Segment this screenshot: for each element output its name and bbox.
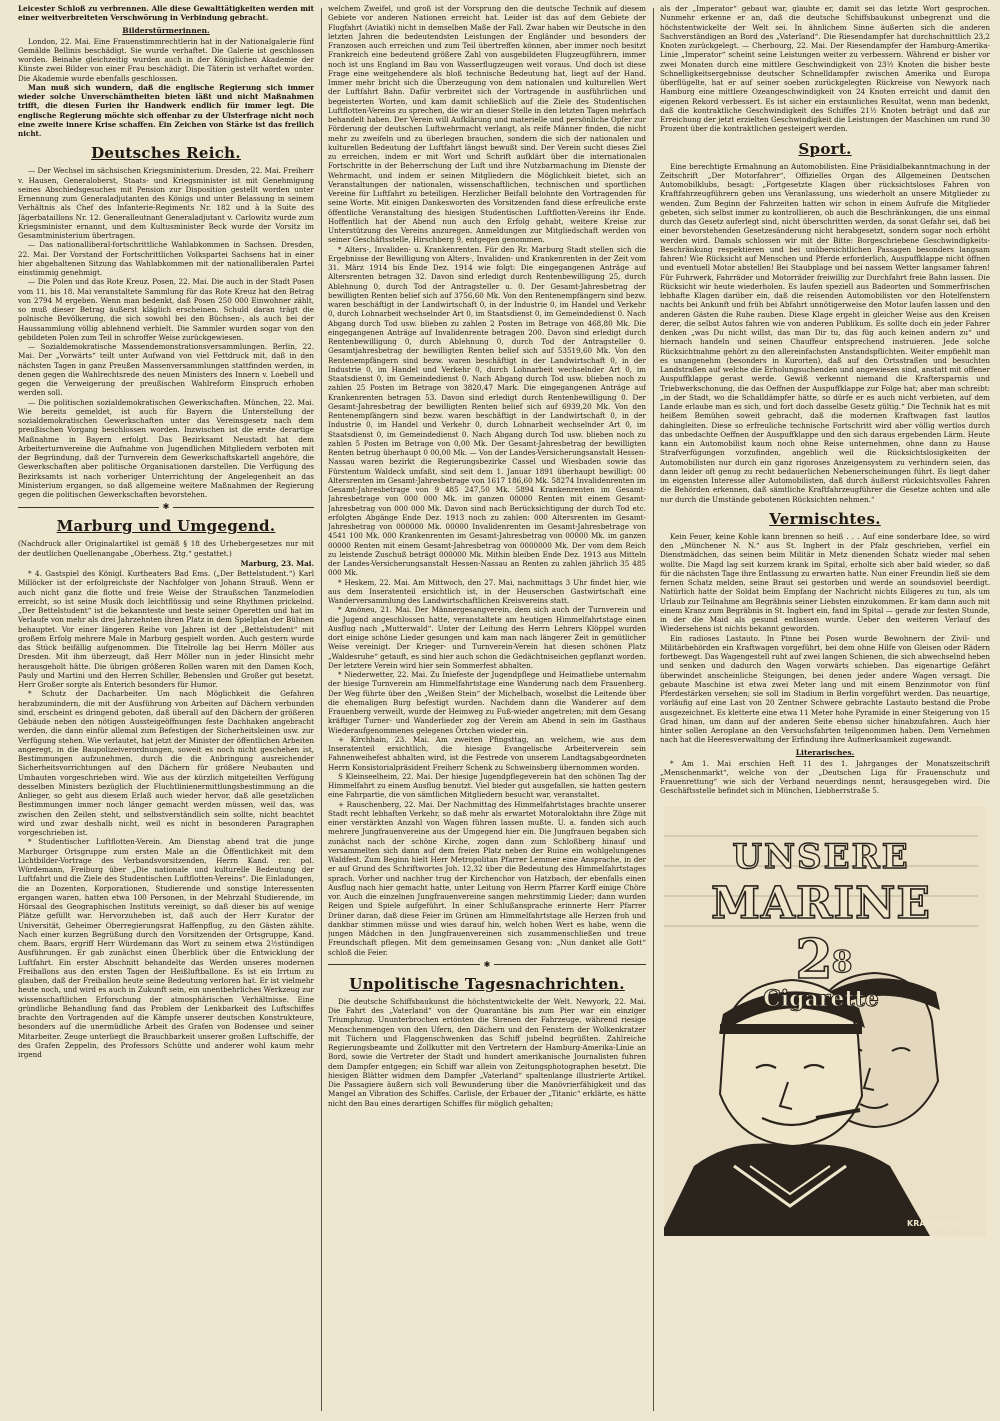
col3-paragraph-1: als der „Imperator“ gebaut war, glaubte er, damit sei das letzte Wort gesprochen. Nunmehr erkenne er an, daß die deutsche Schiffsbaukunst unbegrenzt und die höchstentwickelte der Welt sei. In ähnlichem Sinne äußerten sich die anderen Sachverständigen an Bord des „Vaterland“. Die Riesendampfer hat durchschnittlich 23,2 Knoten zurückgelegt. — Cherbourg, 22. Mai. Der Riesendampfer der Hamburg-Amerika-Linie „Imperator“ scheint seine Leistungen weiter zu verbessern. Während er bisher vor zwei Monaten durch eine mittlere Geschwindigkeit von 23½ Knoten die bisher beste Schnelligkeitsergebnisse deutscher Schnelldampfer zwischen Amerika und Europa überflügelte, hat er auf seiner soeben zurückgelegten Rückreise von Newyork nach Hamburg eine mittlere Ozeangeschwindigkeit von 24 Knoten erreicht und damit den eigenen Rekord verbessert. Es ist sicher ein erstaunliches Resultat, wenn man bedenkt, daß die kontraktliche Geschwindigkeit des Schiffes 21½ Knoten beträgt und daß zur Erreichung der jetzt erzielten Geschwindigkeit die Leistungen der Maschinen um rund 30 Prozent über die kontraktlichen gesteigert werden. bbox=[660, 4, 990, 134]
intro-paragraph: Leicester Schloß zu verbrennen. Alle diese Gewalttätigkeiten werden mit einer weitverbreiteten Verschwörung in Verbindung gebracht. bbox=[18, 4, 314, 23]
sport-heading: Sport. bbox=[798, 139, 852, 158]
ad-product: Cigarette bbox=[763, 985, 879, 1012]
ad-line-1: UNSERE bbox=[732, 836, 910, 877]
ad-price-fraction: 8 bbox=[831, 944, 853, 980]
ad-line-2: MARINE bbox=[711, 877, 931, 929]
bilder-paragraph-1: London, 22. Mai. Eine Frauenstimmrechtlerin hat in der Nationalgalerie fünf Gemälde Bellinis beschädigt. Sie wurde verhaftet. Die Galerie ist geschlossen worden. Beinahe gleichzeitig wurden auch in der Königlichen Akademie der Künste zwei Bilder von einer Frau beschädigt. Die Täterin ist verhaftet worden. Die Akademie wurde ebenfalls geschlossen. bbox=[18, 36, 314, 83]
literarisches-paragraph: * Am 1. Mai erschien Heft 11 des 1. Jahrganges der Monatszeitschrift „Menschenmarkt“, welche von der „Deutschen Liga für Frauenschutz und Frauenrettung“ wie sich der Verband neuerdings nennt, herausgegeben wird. Die Geschäftsstelle befindet sich in München, Liebherrstraße 5. bbox=[660, 758, 990, 796]
star-ornament-icon: ✱ bbox=[162, 502, 170, 512]
reich-paragraph-1: — Der Wechsel im sächsischen Kriegsministerium. Dresden, 22. Mai. Freiherr v. Hausen, Generaloberst, Staats- und Kriegsminister ist mit Genehmigung seines Abschiedsgesuches mit Pension zur Disposition gestellt worden unter Ernennung zum Generaladjutanten des Königs und unter Belassung in seinem Verhältnis als Chef des Infanterie-Regiments Nr. 182 und à la Suite des Jägerbataillons Nr. 12. Generalleutnant Generaladjutant v. Carlowitz wurde zum Kriegsminister ernannt, und dem Kultusminister Beck wurde der Vorsitz im Gesamtministerium übertragen. bbox=[18, 166, 314, 240]
section-divider bbox=[18, 503, 314, 511]
col2-paragraph-8: + Rauschenberg, 22. Mai. Der Nachmittag des Himmelfahrtstages brachte unserer Stadt recht lebhaften Verkehr, so daß mehr als erwartet Motoraloktahn ihre Züge mit einer verstärkten Anzahl von Wagen führen lassen mußte. U. a. fanden sich auch mehrere Jungfrauenvereine aus der Umgegend hier ein. Die Jungfrauen begaben sich zunächst nach der schöne Kirche, zogen dann zum Schloßberg hinauf und versammelten sich dann auf dem freien Platz neben der Ruine ein wohlgelungenes Waldfest. Zum Beginn hielt Herr Metropolitan Pfarrer Lemmer eine Ansprache, in der er auf Grund des Schriftwortes Joh. 12,32 über die Bedeutung des Himmelfahrtstages sprach. Vorher und nachher trug der Kirchenchor von Hatzbach, der ebenfalls einen Ausflug nach hier gemacht hatte, unter Leitung von Herrn Pfarrer Korff einige Chöre vor. Auch die einzelnen Jungfrauenvereine sangen mehrstimmig Lieder; dann wurden Reigen und Spiele aufgeführt. In einer Schlußansprache erinnerte Herr Pfarrer Drüner daran, daß diese Feier im Grünen am Himmelfahrtstage alle Herzen froh und dankbar stimmen müsse und wies darauf hin, welch hohen Wert es habe, wenn die jungen Mädchen in den Jungfrauenvereinen sich zusammenschließen und treue Freundschaft pflegen. Mit dem gemeinsamen Gesang von: „Nun danket alle Gott“ schloß die Feier. bbox=[328, 799, 646, 957]
star-ornament-icon: ✱ bbox=[483, 959, 491, 969]
sailor-illustration-icon bbox=[664, 806, 978, 1236]
section-divider bbox=[328, 961, 646, 969]
col2-paragraph-4: * Amöneu, 21. Mai. Der Männergesangverein, dem sich auch der Turnverein und die Jugend angeschlossen hatte, veranstaltete am heutigen Himmelfahrtstage einen Ausflug nach „Mutterwald“. Unter der Leitung des Herrn Lehrers Klöppel wurden dort einige schöne Lieder gesungen und kam man nach längerer Zeit in gemütlicher Weise vereinigt. Der Krieger- und Turnverein-Verein hat diesen schönen Platz „Waldesruhe“ getauft, es sind hier auch schon die Gedächtniseichen gepflanzt worden. Der letztere Verein wird hier sein Sommerfest abhalten. bbox=[328, 605, 646, 670]
col2-paragraph-9: Die deutsche Schiffsbaukunst die höchstentwickelte der Welt. Newyork, 22. Mai. Die Fahrt des „Vaterland“ von der Quarantäne bis zum Pier war ein einziger Triumphzug. Ununterbrochen ertönten die Sirenen der Fahrzeuge, während riesige Menschenmengen von den Ufern, den Dächern und den Fenstern der Wolkenkratzer mit Tüchern und Flaggenschwenken das Schiff jubelnd begrüßten. Zahlreiche Regierungsbeamte und Zollkutter mit den Vertretern der Hamburg-Amerika-Linie an Bord, sowie die Vertreter der Stadt und hundert amerikanische Journalisten fuhren dem Dampfer entgegen; ein Schiff war allein von Zeitungsphotographen besetzt. Die hiesigen Blätter widmen dem Dampfer „Vaterland“ spaltenlange illustrierte Artikel. Die Passagiere äußern sich voll Bewunderung über die Manövrierfähigkeit und das Mangel an Vibration des Schiffes. Carlisle, der Erbauer der „Titanic“ erklärte, es hätte nicht den Bau eines derartigen Schiffes für möglich gehalten; bbox=[328, 996, 646, 1108]
col2-paragraph-1: welchem Zweifel, und groß ist der Vorsprung den die deutsche Technik auf diesem Gebiete vor anderen Nationen erreicht hat. Leider ist das auf dem Gebiete der Flugfahrt (Aviatik) nicht in demselben Maße der Fall. Zwar haben wir Deutsche in den letzten Jahren die bedeutendsten Leistungen der Engländer und besonders der Franzosen auch erreichen und zum Teil übertreffen können, aber immer noch besitzt Frankreich eine bedeutend größere Zahl von ausgebildeten Flugzeugführern, immer noch ist uns England im Bau von Wasserflugzeugen weit voraus. Und doch ist diese Frage eine weitgehendere als bloß technische Bedeutung hat, liegt auf der Hand. Immer mehr bricht sich die Überzeugung von dem nationalen und kulturellen Wert der Luftfahrt Bahn. Dafür verbreitet sich der Vortragende in ausführlichen und begeisterten Worten, und kam damit schließlich auf die Ziele des Studentischen Luftflotten-Vereins zu sprechen, die wir an dieser Stelle in den letzten Tagen mehrfach behandelt haben. Der Verein will Aufklärung und materielle und persönliche Opfer zur Förderung der deutschen Luftwehrmacht verlangt, als reife Männer finden, die nicht mehr zu zweifeln und zu überlegen brauchen, sondern die sich der nationalen und kulturellen Bedeutung der Luftfahrt längst bewußt sind. Der Verein sucht dieses Ziel zu erreichen, indem er mit Wort und Schrift aufklärt über die internationalen Fortschritte in der Beherrschung der Luft und ihre Nutzbarmachung im Dienste der Wehrmacht, und indem er seinen Mitgliedern die Möglichkeit bietet, sich an Veranstaltungen der nationalen, wissenschaftlichen, technischen und sportlichen Vereine für Luftfahrt zu beteiligen. Herzlicher Beifall belohnte den Vortragenden für seine Worte. Mit einigen Dankesworten des Vorsitzenden fand diese erfreuliche erste öffentliche Veranstaltung des hiesigen Studentischen Luftflotten-Vereins ihr Ende. Hoffentlich hat der Abend nun auch den Erfolg gehabt, weitere Kreise zur Unterstützung des Vereins anzuregen. Anmeldungen zur Mitgliedschaft werden von seiner Geschäftsstelle, Hirschberg 9, entgegen genommen. bbox=[328, 4, 646, 245]
reich-paragraph-3: — Die Polen und das Rote Kreuz. Posen, 22. Mai. Die auch in der Stadt Posen vom 11. bis 18. Mai veranstaltete Sammlung für das Rote Kreuz hat den Betrag von 2794 M ergeben. Wenn man bedenkt, daß Posen 250 000 Einwohner zählt, so muß dieser Betrag äußerst kläglich erscheinen. Schuld daran trägt die polnische Bevölkerung, die sich sowohl bei den Büchsen-, als auch bei der Haussammlung völlig ablehnend verhielt. Die Sammler wurden sogar von den gebildeten Polen zum Teil in schroffer Weise zurückgewiesen. bbox=[18, 277, 314, 342]
literarisches-subheading: Literarisches. bbox=[795, 747, 855, 757]
reich-paragraph-5: — Die politischen sozialdemokratischen Gewerkschaften. München, 22. Mai. Wie bereits gemeldet, ist auch für Bayern die Unterstellung der sozialdemokratischen Gewerkschaften unter das Vereinsgesetz nach dem preußischen Vorgang beschlossen worden. Inzwischen ist die erste derartige Maßnahme in Bayern erfolgt. Das Bezirksamt Neustadt hat dem Arbeiterturnvereine die Aufnahme von Jugendlichen Mitgliedern verboten mit der Begründung, daß der Turnverein dem Gewerkschaftskartell angehöre, die Gewerkschaften aber politische Organisationen darstellen. Die Verfügung des Bezirksamts ist nach vorheriger Unterrichtung der Angelegenheit an das Ministerium ergangen, so daß allgemeine weitere Maßnahmen der Regierung gegen die politischen Gewerkschaften bevorstehen. bbox=[18, 397, 314, 499]
marburg-paragraph-3: * Studentischer Luftflotten-Verein. Am Dienstag abend trat die junge Marburger Ortsgruppe zum ersten Male an die Öffentlichkeit mit dem Lichtbilder-Vortrage des Verbandsvorsitzenden, Herrn Kand. rer. pol. Würdemann, Freiburg über „Die nationale und kulturelle Bedeutung der Luftfahrt und die Ziele des Studentischen Luftflotten-Vereins“. Die Einladungen, die an Dozenten, Korporationen, Studierende und sonstige Interessenten ergangen waren, hatten etwa 100 Personen, in der Mehrzahl Studierende, im Hörsaal des Geographischen Instituts vereinigt, so daß dieser bis auf wenige Plätze gefüllt war. Hervorzuheben ist, daß auch der Herr Kurator der Universität, Geheimer Oberregierungsrat Haffenpflug, zu den Gästen zählte. Nach einer kurzen Begrüßung durch den Vorsitzenden der Ortsgruppe, Kand. chem. Baars, ergriff Herr Würdemann das Wort zu seinem etwa 2½stündigen Ausführungen. Er gab zunächst einen Überblick über die Entwicklung der Luftfahrt. Ein erster Abschnitt behandelte das Werden unseres modernen Freiballons aus den ersten Tagen der Heißluftballone. Es ist ein Irrtum zu glauben, daß der Freiballon heute seine Bedeutung verloren hat. Er ist vielmehr heute noch, und wird es auch in Zukunft sein, ein unentbehrliches Werkzeug zur wissenschaftlichen Erforschung der atmosphärischen Verhältnisse. Eine gründliche Behandlung fand das Problem der Lenkbarkeit des Luftschiffes brachte den Vortragenden auf die Kämpfe unserer deutschen Konstrukteure, besonders auf die unermüdliche Arbeit des Grafen von Bodensee und seiner Mitarbeiter. Zeuge unterliegt die Brauchbarkeit unserer großen Luftschiffe, der des Grafen Zeppelin, des Professors Schütte und anderer wohl kaum mehr irgend bbox=[18, 837, 314, 1059]
marburg-heading: Marburg und Umgegend. bbox=[56, 517, 276, 536]
ad-signature: KRATOWSKI bbox=[907, 1218, 961, 1228]
column-2 bbox=[328, 4, 646, 1415]
reprint-note: (Nachdruck aller Originalartikel ist gemäß § 18 des Urhebergesetzes nur mit der deutlichen Quellenangabe „Oberhess. Ztg.“ gestattet.) bbox=[18, 539, 314, 558]
bilder-subheading: Bilderstürmerinnen. bbox=[122, 25, 210, 35]
marburg-paragraph-1: * 4. Gastspiel des Königl. Kurtheaters Bad Ems. („Der Bettelstudent.“) Karl Millöcker ist der erfolgreichste der Nachfolger von Johann Strauß. Wenn er auch nicht ganz die flotte und freie Weise der Straußschen Tanzmelodien erreicht, so ist seine Musik doch leichtflüssig und seine Rhythmen prickelnd. „Der Bettelstudent“ ist die bekannteste und beste seiner Operetten und hat im Verlaufe von mehr als drei Jahrzehnten ihren Platz in dem Spielplan der Bühnen behauptet. Vor einer längeren Reihe von Jahren ist der „Bettelstudent“ mit großem Erfolg mehrere Male in Marburg gespielt worden. Auch gestern wurde das Stück beifällig aufgenommen. Die Titelrolle lag bei Herrn Möller aus Dresden. Mit ihm überzeugt, daß Herr Möller nun in jeder Hinsicht mehr herausgeholt hätte. Die übrigen größeren Rollen waren mit den Damen Koch, Pauly und Martini und den Herren Schiller, Bebenslen und Großer gut besetzt. Herr Großer sorgte als Enterich besonders für Humor. bbox=[18, 569, 314, 689]
sport-paragraph: Eine berechtigte Ermahnung an Automobilisten. Eine Präsidialbekanntmachung in der Zeitschrift „Der Motorfahrer“, Offizielles Organ des Allgemeinen Deutschen Automobilklubs, besagt: „Fortgesetzte Klagen über rücksichtsloses Fahren von Kraftfahrzeugführern geben uns Veranlassung, uns wiederholt an unsere Mitglieder zu wenden. Zum Beginn der Fahrzeiten hatten wir schon in einem Aufrufe die Mitglieder gebeten, sich selbst immer zu kontrollieren, ob auch die Beschränkungen, die uns einmal durch das Gesetz auferlegt sind, nicht überschritten werden, da sonst Gefahr sei, daß bei einer bevorstehenden Gesetzesänderung nicht herabgesetzt, sondern sogar noch erhöht werden wird. Damals schlossen wir mit der Bitte: Borgeschriebene Geschwindigkeits-Beschränkung respektieren und bei unübersichtlichen Passagen besonders langsam fahren! Wie Rücksicht auf Menschen und Pferde erforderlich, Auspuffklappe nicht öffnen und eventuell Motor abstellen! Bei Staubplage und bei nassem Wetter langsamer fahren! Für Fuhrwerk, Fahrräder und Motorräder freiwillig zur Durchfahrt freie Bahn lassen. Die Rücksicht wir heute wiederholen. Es laufen speziell aus Badeorten und Sommerfrischen lebhafte Klagen darüber ein, daß die reisenden Automobilisten vor den Hotelfenstern nachts bei Ankunft und früh bei Abfahrt unnötigerweise den Motor laufen lassen und den anderen Gästen die Ruhe rauben. Diese Klage ergeht in gleicher Weise aus den Kreisen derer, die selbst Autos fahren wie von anderen Publikum. Es sollte doch ein jeder Fahrer denken „was Du nicht willst, das man Dir tu, das füg auch keinen andern zu“ und hiernach handeln und seinen Chauffeur entsprechend instruieren. Jede solche Rücksichtnahme gehört zu den allereinfachsten Anstandspflichten. Weiter empfiehlt man es unangenehm (besonders in Kurorten), daß auf den Ortsstraßen und besuchten Landstraßen auf welche die Erholungsuchenden und angewiesen sind, anstatt mit offener Auspuffklappe gerast werde. Gewiß verkennt niemand die Kraftersparnis und Triebwerkschonung, die das Oeffnen der Auspuffklappe zur Folge hat; aber man schreibt: „in der Stadt, wo die Schalldämpfer hätte, so dürfe er es auch nicht verbieten, auf dem Lande erlaube man es sich, und fort doch dasselbe Gesetz gültig.“ Die Technik hat es mit heißem Bemühen soweit gebracht, daß die modernen Kraftwagen fast lautlos dahingleiten. Diese so erfreuliche technische Fortschritt wird aber völlig wertlos durch das unbedachte Oeffnen der Auspuffklappe und den sich daraus ergebenden Lärm. Heute kann ein Automobilist kaum noch ohne Reise unternehmen, ohne dann zu Hause Strafverfügungen vorzufinden, angeblich weil die Rücksichtslosigkeiten der Automobilisten nur durch ein ganz rigoroses Anzeigensystem zu verhindern seien, das dann leider oft genug zu recht bedauerlichen Nebenerscheinungen führt. Es liegt daher im eigensten Interesse aller Automobilisten, daß durch äußerst rücksichtsvolles Fahren die Behörden erkennen, daß sämtliche Kraftfahrzeugführer die Gesetze achten und alle nur durch die Umstände gebotenen Rücksichten nehmen.“ bbox=[660, 161, 990, 504]
column-3 bbox=[660, 4, 990, 1415]
column-1 bbox=[18, 4, 314, 1415]
unpolitische-heading: Unpolitische Tagesnachrichten. bbox=[349, 974, 625, 993]
vermischtes-paragraph-1: Kein Feuer, keine Kohle kann brennen so heiß . . . Auf eine sonderbare Idee, so wird den „Münchener N. N.“ aus St. Ingbert in der Pfalz geschrieben, verfiel ein Dienstmädchen, das seinen beim Militär in Metz dienenden Schatz wieder mal sehen wollte. Die Magd lag seit kurzem krank im Spital, erholte sich aber bald wieder, so daß für die nächsten Tage ihre Entlassung zu erwarten hatte. Nun einer Freundin ließ sie dem fernen Schatz melden, seine Braut sei gestorben und werde an soundsoviel beerdigt. Natürlich hatte der Soldat beim Empfang der Nachricht nichts Eiligeres zu tun, als um Urlaub zur Teilnahme am Begräbnis seiner Liebsten einzukommen. Er kam dann auch mit einem Kranz zum Begräbnis in St. Ingbert ein, fand im Spital — gerade zur festen Stunde, in der die Maid als gesund entlassen wurde. Ueber den weiteren Verlauf des Wiedersehens ist nichts bekannt geworden. bbox=[660, 531, 990, 634]
bilder-paragraph-2: Man muß sich wundern, daß die englische Regierung sich immer wieder solche Unverschämtheiten bieten läßt und nicht Maßnahmen trifft, die diesen Furien ihr Handwerk endlich für immer legt. Die englische Regierung möchte sich offenbar zu der Ulsterfrage nicht noch eine zweite innere Krise schaffen. Ein Zeichen von Stärke ist das freilich nicht. bbox=[18, 82, 314, 138]
ad-price: 2 bbox=[795, 926, 833, 991]
reich-paragraph-2: — Das nationalliberal-fortschrittliche Wahlabkommen in Sachsen. Dresden, 22. Mai. Der Vorstand der Fortschrittlichen Volkspartei Sachsens hat in einer hier abgehaltenen Sitzung das Wahlabkommen mit der nationalliberalen Partei einstimmig genehmigt. bbox=[18, 240, 314, 277]
marburg-dateline: Marburg, 23. Mai. bbox=[240, 558, 314, 568]
marburg-paragraph-2: * Schutz der Dacharbeiter. Um nach Möglichkeit die Gefahren herabzumindern, die mit der Ausführung von Arbeiten auf Dächern verbunden sind, erscheint es dringend geboten, daß überall auf den Dächern der größeren Gebäude neben den nötigen Aussteigeöffnungen feste Dachhaken angebracht werden, die dann einfür allemal zum Befestigen der Sicherheitsleinen usw. zur Verfügung stehen. Wie verlautet, hat jetzt der Minister der öffentlichen Arbeiten angeregt, in die Baupolizeiverordnungen, soweit es noch nicht geschehen ist, Bestimmungen aufzunehmen, durch die die Anbringung ausreichender Sicherheitsvorrichtungen auf den Dächern für größere Neubauten und Umbauten vorgeschrieben wird. Wie aus der kürzlich mitgeteilten Verfügung desselben Ministers bezüglich der Fluchtlinienermittlungsbestimmung an die Anlieger, so geht aus diesem Erlaß auch wieder hervor, daß alle gesetzlichen Bestimmungen immer noch länger gemacht werden müssen, weil das, was zwischen den Zeilen steht, und selbstverständlich sein sollte, nicht beachtet wird und zwar deshalb nicht, weil es nicht in besonderen Paragraphen vorgeschrieben ist. bbox=[18, 689, 314, 837]
col2-paragraph-5: * Niederwetter, 22. Mai. Zu Iniefeste der Jugendpflege und Heimatliebe unternahm der hiesige Turnverein am Himmelfahrtstage eine Wanderung nach dem Frauenberg. Der Weg führte über den „Weißen Stein“ der Michelbach, woselbst die Leitende über die ehemaligen Burg befestigt wurden. Nachdem dann die Wanderer auf dem Frauenberg verweilt, wurde der Heimweg zu Fuß-wieder angetreten; mit dem Gesang kräftiger Turner- und Wanderlieder zog der Verein am Abend in sein im Gasthaus Wiederaufgenommenes gelegenes Örtchen wieder ein. bbox=[328, 670, 646, 735]
vermischtes-heading: Vermischtes. bbox=[769, 509, 881, 528]
col2-paragraph-2: * Alters-, Invaliden- u. Krankenrenten. Für den Rr. Marburg Stadt stellen sich die Ergebnisse der Bewilligung von Alters-, Invaliden- und Krankenrenten in der Zeit vom 31. März 1914 bis Ende Dez. 1914 wie folgt: Die eingegangenen Anträge auf Altersrenten betragen 32. Davon sind erledigt durch Rentenbewilligung 25, durch Ablehnung 0, durch Tod der Antragsteller u. 0. Der Gesamt-Jahresbetrag der bewilligten Renten belief sich auf 3756,60 Mk. Von den Rentenempfängern sind bezw. waren beschäftigt in der Landwirtschaft 0, in der Industrie 0, im Handel und Verkehr 0, durch Lohnarbeit wechselnder Art 0, im Staatsdienst 0, im Gemeindedienst 0. Nach Abgang durch Tod usw. blieben zu zahlen 2 Posten im Betrage von 468,80 Mk. Die eingegangenen Anträge auf Invalidenrente betragen 200. Davon sind erledigt durch Rentenbewilligung 0, durch Ablehnung 0, durch Tod der Antragsteller 0. Gesamtjahresbetrag der bewilligten Renten belief sich auf 53519,60 Mk. Von den Rentenempfängern sind bezw. waren beschäftigt in der Landwirtschaft 0, in der Industrie 0, im Handel und Verkehr 0, durch Lohnarbeit wechselnder Art 0, im Staatsdienst 0, im Gemeindedienst 0. Nach Abgang durch Tod usw. blieben noch zu zahlen 25 Posten im Betrage von 3820,47 Mark. Die eingegangenen Anträge auf Krankenrenten betragen 53. Davon sind erledigt durch Rentenbewilligung 0. Der Gesamt-Jahresbetrag der bewilligten Renten belief sich auf 6939,20 Mk. Von den Rentenempfängern sind bezw. waren beschäftigt in der Landwirtschaft 0, in der Industrie 0, im Handel und Verkehr 0, durch Lohnarbeit wechselnder Art 0, im Staatsdienst 0, im Gemeindedienst 0. Nach Abgang durch Tod usw. blieben noch zu zahlen 5 Posten im Betrage von 0,00 Mk. Der Gesamt-Jahresbetrag der bewilligten Renten betrug überhaupt 0 00,00 Mk. — Von der Landes-Versicherungsanstalt Hessen-Nassau waren bezirkt die Regierungsbezirke Cassel und Wiesbaden sowie das Fürstentum Waldeck umfaßt, sind seit dem 1. Januar 1891 überhaupt bewilligt: 00 Altersrenten im Gesamt-Jahresbetrage von 1617 186,60 Mk. 58274 Invalidenrenten im Gesamt-Jahresbetrage von 9 485 247,50 Mk. 5894 Krankenrenten im Gesamt-Jahresbetrage von 000 000 Mk. im ganzen 00000 Renten mit einem Gesamt-Jahresbetrag von 000 000 Mk. Davon sind nach Berücksichtigung der durch Tod etc. erfolgten Abgänge Ende Dez. 1913 noch zu zahlen: 000 Altersrenten im Gesamt-Jahresbetrag von 000000 Mk. 00000 Invalidenrenten im Gesamt-Jahresbetrage von 4541 100 Mk. 000 Krankenrenten im Gesamt-Jahresbetrag von 00000 Mk. im ganzen 00000 Renten mit einem Gesamt-Jahresbetrag von 0000000 Mk. Der vom dem Reich zu leistende Zuschuß beträgt 000000 Mk. Mithin bleiben Ende Dez. 1913 aus Mitteln der Landes-Versicherungsanstalt Hessen-Nassau an Renten zu zahlen jährlich 35 485 000 Mk. bbox=[328, 244, 646, 578]
col2-paragraph-3: * Heskem, 22. Mai. Am Mittwoch, den 27. Mai, nachmittags 3 Uhr findet hier, wie aus dem Inseratenteil ersichtlich ist, in der Heuserschen Gastwirtschaft eine Wanderversammlung des Landwirtschaftlichen Kreisvereins statt. bbox=[328, 577, 646, 605]
vermischtes-paragraph-2: Ein radioses Lastauto. In Pinne bei Posen wurde Bewohnern der Zivil- und Militärbehörden ein Kraftwagen vorgeführt, bei dem ohne Hilfe von Gleisen oder Rädern fortbewegt. Das Wagengestell ruht auf zwei langen Schienen, die sich abwechselnd heben und senken und dadurch den Wagen vorwärts schieben. Das eigenartige Gefährt überwindet anscheinliche Steigungen, bei denen jeder andere Wagen versagt. Die gebaute Maschine ist etwa zwei Meter lang und mit einem Benzinmotor von fünf Pferdestärken versehen; sie soll im Stadium in Berlin vorgeführt werden. Das neuartige, vorläufig auf eine Last von 20 Zentner Schwere gebrachte Lastauto bestand die Probe ausgezeichnet. Es kletterte eine etwa 11 Meter hohe Pyramide in einer Steigerung von 15 Grad hinan, um dann auf der anderen Seite ebenso sicher hinabzufahren. Auch hier hinter sollen Aeroplane an den Versuchsfahrten teilgenommen haben. Dem Vernehmen nach hat die Heeresverwaltung der Erfindung ihre Aufmerksamkeit zugewandt. bbox=[660, 633, 990, 745]
col2-paragraph-7: S Kleinseelheim, 22. Mai. Der hiesige Jugendpflegeverein hat den schönen Tag der Himmelfahrt zu einem Ausflug benutzt. Viel bieder gut ausgefallen, sie hatten gestern eine Fahrpartie, die von sämtlichen Mitgliedern besucht war, veranstaltet. bbox=[328, 771, 646, 800]
reich-paragraph-4: — Sozialdemokratische Massendemonstrationsversammlungen. Berlin, 22. Mai. Der „Vorwärts“ teilt unter Aufwand von viel Fettdruck mit, daß in den nächsten Tagen in ganz Preußen Massenversammlungen stattfinden werden, in denen gegen die Wahlrechtsrede des neuen Ministers des Innern v. Loebell und gegen die Verweigerung der preußischen Wahlreform Einspruch erhoben werden soll. bbox=[18, 342, 314, 398]
deutsches-reich-heading: Deutsches Reich. bbox=[91, 144, 241, 163]
cigarette-advertisement bbox=[664, 806, 986, 1236]
col2-paragraph-6: + Kirchhain, 23. Mai. Am zweiten Pfingsttag, an welchem, wie aus dem Inseratenteil ersichtlich, die hiesige Evangelische Arbeiterverein sein Fahnenweihefest abhalten wird, ist die Festrede von unserem Landtagsabgeordneten Herrn Konsistorialpräsident Freiherr Schenk zu Schweinsberg übernommen worden. bbox=[328, 734, 646, 772]
